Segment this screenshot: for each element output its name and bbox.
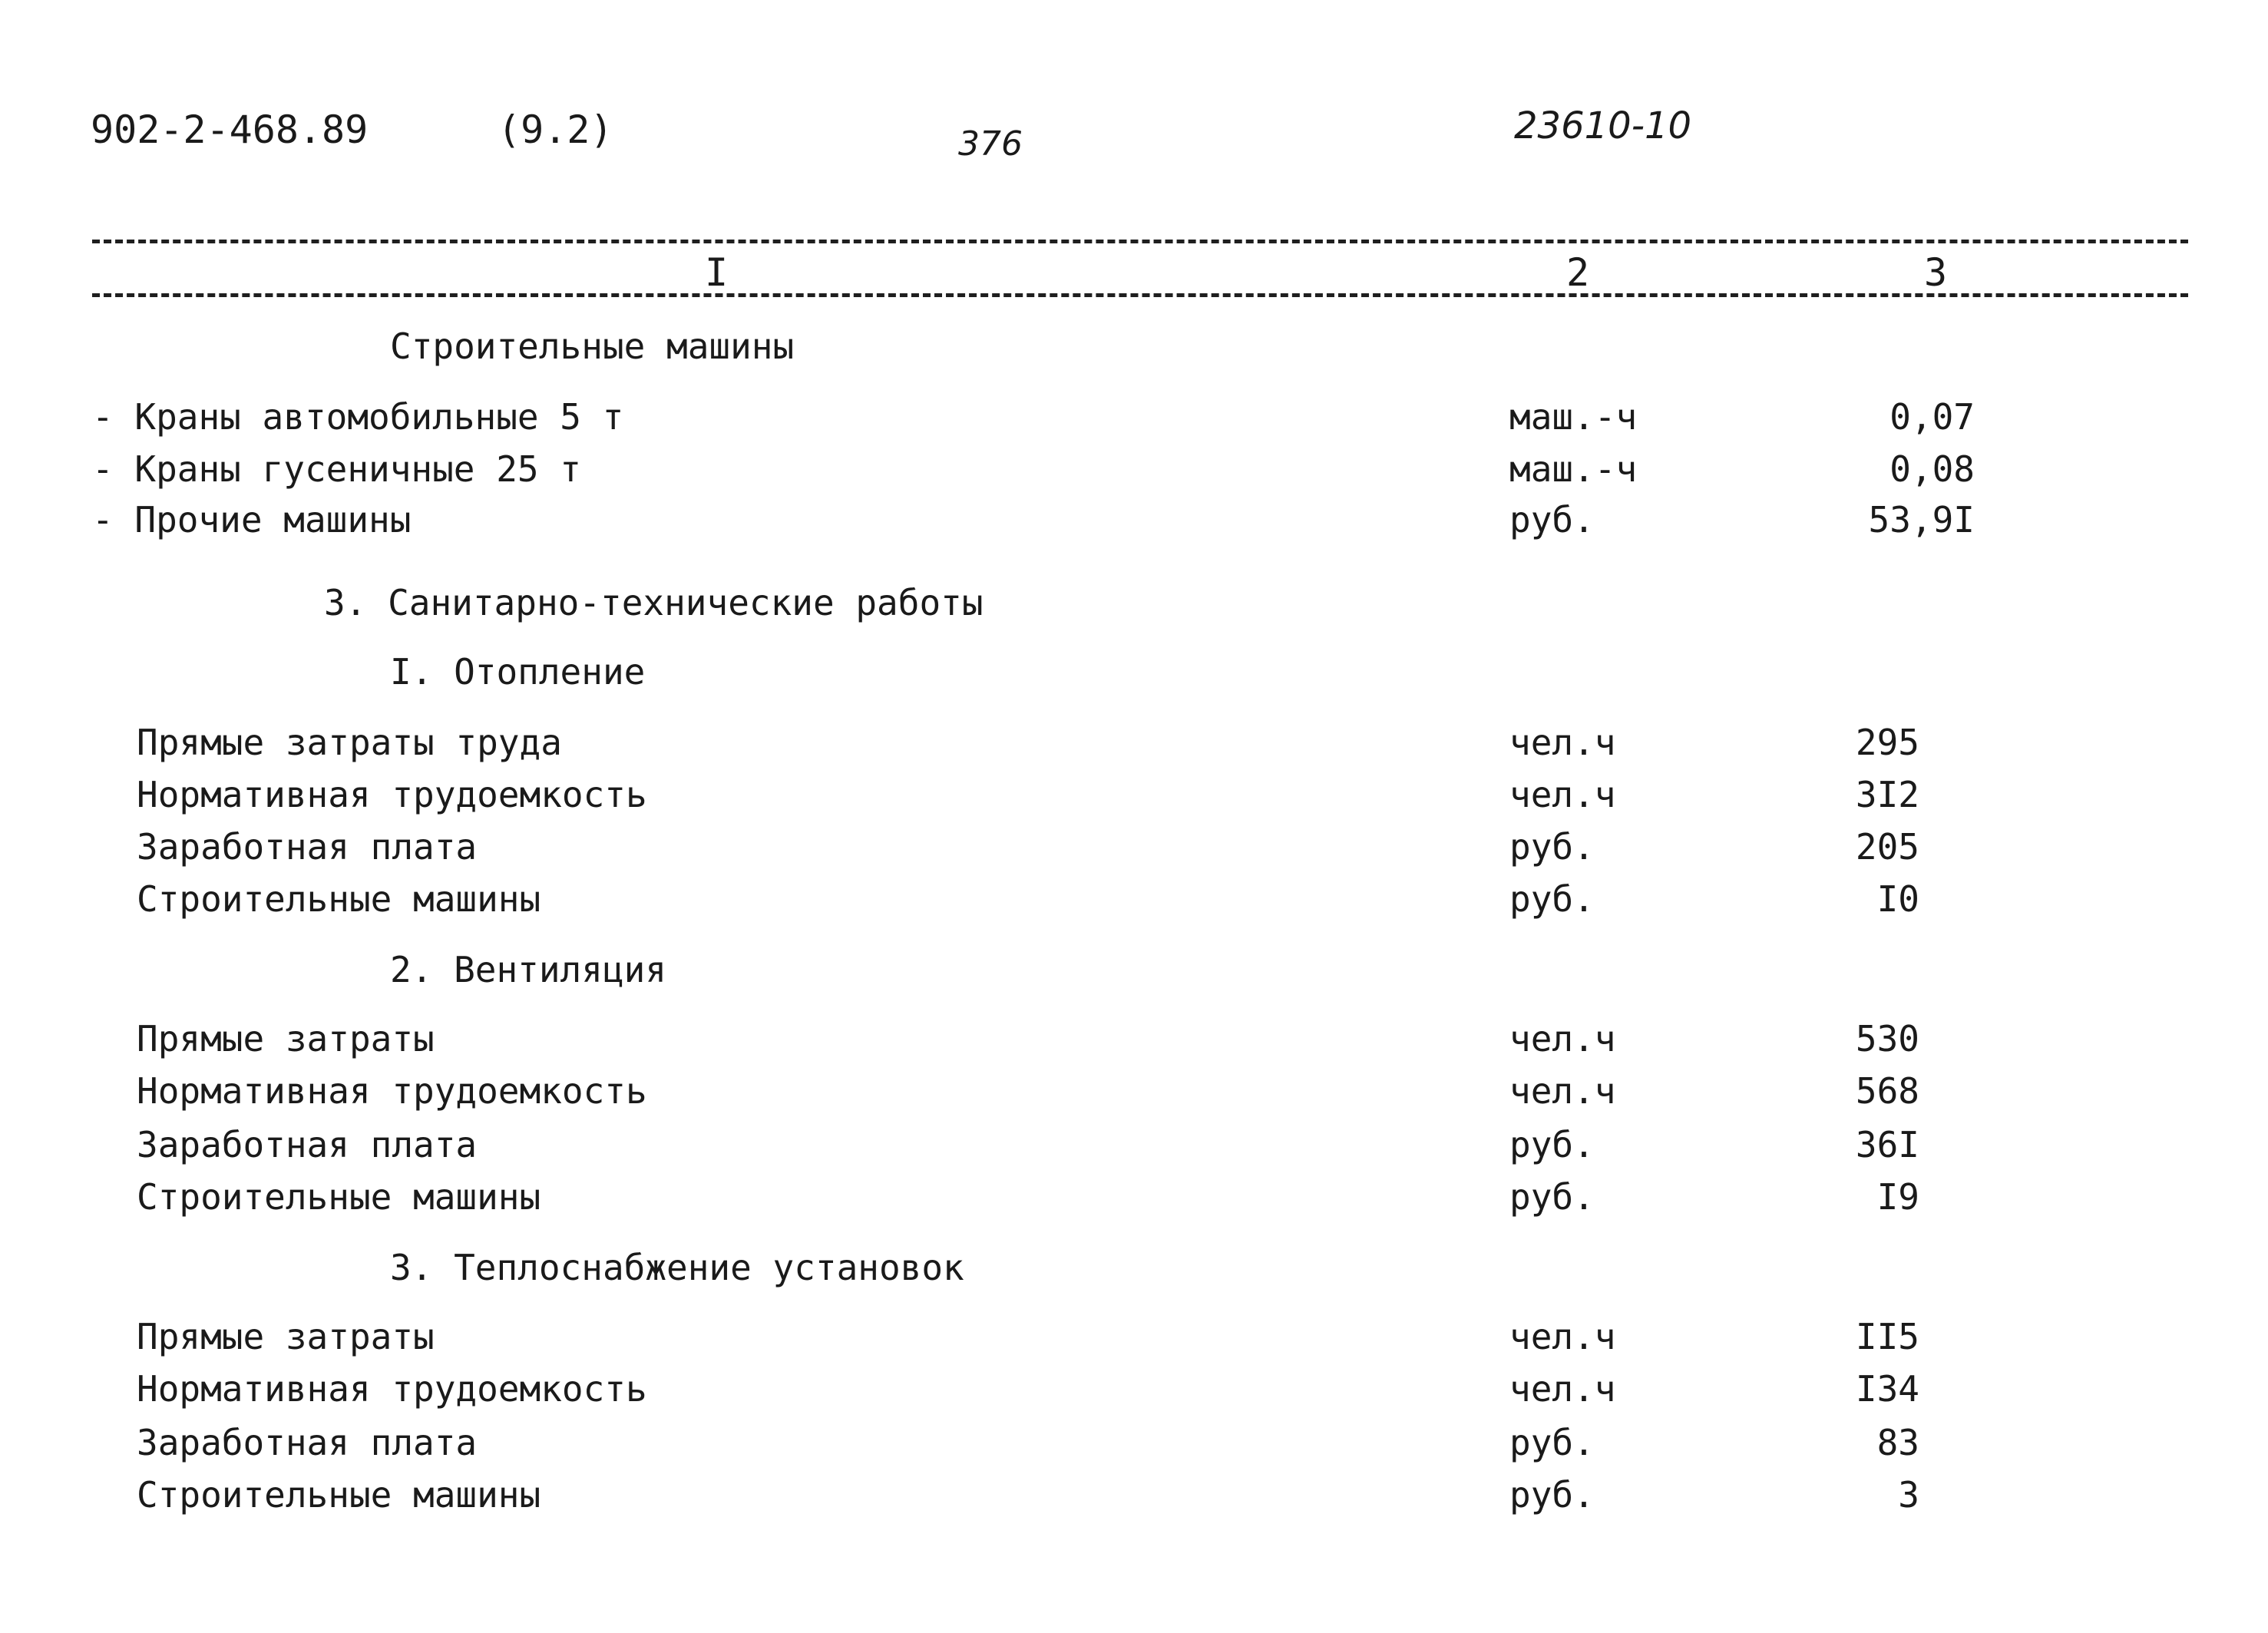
table-row bbox=[0, 878, 2268, 927]
row-value: 0,07 bbox=[1889, 396, 1975, 438]
row-label: Прямые затраты bbox=[137, 1316, 435, 1357]
column-header-2: 2 bbox=[1566, 250, 1590, 295]
row-unit: чел.ч bbox=[1509, 722, 1616, 763]
table-row bbox=[0, 1422, 2268, 1471]
row-label: Заработная плата bbox=[137, 826, 478, 868]
row-value: 295 bbox=[1855, 722, 1919, 763]
row-label: - Прочие машины bbox=[92, 499, 412, 540]
row-value: I34 bbox=[1855, 1368, 1919, 1410]
row-value: 205 bbox=[1855, 826, 1919, 868]
row-value: 3I2 bbox=[1855, 774, 1919, 815]
section-heading-row bbox=[0, 326, 2268, 375]
table-row bbox=[0, 396, 2268, 445]
table-row bbox=[0, 1316, 2268, 1365]
row-unit: чел.ч bbox=[1509, 1018, 1616, 1059]
row-unit: чел.ч bbox=[1509, 1368, 1616, 1410]
row-unit: руб. bbox=[1509, 826, 1595, 868]
row-value: 3 bbox=[1898, 1474, 1919, 1516]
table-row bbox=[0, 722, 2268, 771]
row-label: Строительные машины bbox=[137, 878, 541, 920]
section-heading-row bbox=[0, 949, 2268, 998]
row-unit: руб. bbox=[1509, 499, 1595, 540]
section-title: 3. Теплоснабжение установок bbox=[390, 1247, 964, 1288]
table-row bbox=[0, 448, 2268, 498]
row-value: 0,08 bbox=[1889, 448, 1975, 490]
row-label: Заработная плата bbox=[137, 1124, 478, 1165]
row-value: II5 bbox=[1855, 1316, 1919, 1357]
row-label: Прямые затраты труда bbox=[137, 722, 562, 763]
table-row bbox=[0, 826, 2268, 875]
row-label: Заработная плата bbox=[137, 1422, 478, 1463]
document-number: 902-2-468.89 bbox=[91, 107, 369, 152]
table-row bbox=[0, 499, 2268, 548]
row-unit: маш.-ч bbox=[1509, 396, 1638, 438]
bottom-dashed-rule bbox=[92, 293, 2188, 297]
row-unit: руб. bbox=[1509, 1176, 1595, 1218]
row-label: Нормативная трудоемкость bbox=[137, 774, 647, 815]
row-label: Строительные машины bbox=[137, 1176, 541, 1218]
row-value: 83 bbox=[1876, 1422, 1919, 1463]
table-row bbox=[0, 774, 2268, 823]
archive-number: 23610-10 bbox=[1514, 104, 1692, 147]
row-value: 530 bbox=[1855, 1018, 1919, 1059]
row-unit: руб. bbox=[1509, 1124, 1595, 1165]
row-unit: маш.-ч bbox=[1509, 448, 1638, 490]
row-label: Строительные машины bbox=[137, 1474, 541, 1516]
row-label: - Краны автомобильные 5 т bbox=[92, 396, 624, 438]
row-label: - Краны гусеничные 25 т bbox=[92, 448, 581, 490]
top-dashed-rule bbox=[92, 240, 2188, 243]
section-heading-row bbox=[0, 1247, 2268, 1296]
row-value: I9 bbox=[1876, 1176, 1919, 1218]
section-title: I. Отопление bbox=[390, 651, 646, 693]
row-value: 568 bbox=[1855, 1070, 1919, 1112]
section-number: (9.2) bbox=[498, 107, 613, 152]
row-label: Нормативная трудоемкость bbox=[137, 1368, 647, 1410]
table-row bbox=[0, 1070, 2268, 1119]
table-row bbox=[0, 1368, 2268, 1417]
row-label: Нормативная трудоемкость bbox=[137, 1070, 647, 1112]
row-value: I0 bbox=[1876, 878, 1919, 920]
row-unit: чел.ч bbox=[1509, 1070, 1616, 1112]
section-heading-row bbox=[0, 651, 2268, 700]
section-title: 2. Вентиляция bbox=[390, 949, 667, 990]
section-title: Строительные машины bbox=[390, 326, 795, 367]
row-value: 36I bbox=[1855, 1124, 1919, 1165]
column-header-1: I bbox=[705, 250, 729, 295]
row-unit: руб. bbox=[1509, 1474, 1595, 1516]
row-unit: чел.ч bbox=[1509, 1316, 1616, 1357]
row-value: 53,9I bbox=[1868, 499, 1975, 540]
table-row bbox=[0, 1176, 2268, 1225]
section-heading-row bbox=[0, 582, 2268, 631]
row-unit: руб. bbox=[1509, 878, 1595, 920]
table-row bbox=[0, 1474, 2268, 1523]
row-unit: чел.ч bbox=[1509, 774, 1616, 815]
page-number: 376 bbox=[958, 124, 1023, 164]
column-header-3: 3 bbox=[1924, 250, 1948, 295]
table-row bbox=[0, 1018, 2268, 1067]
row-label: Прямые затраты bbox=[137, 1018, 435, 1059]
table-row bbox=[0, 1124, 2268, 1173]
row-unit: руб. bbox=[1509, 1422, 1595, 1463]
section-title: 3. Санитарно-технические работы bbox=[324, 582, 984, 623]
